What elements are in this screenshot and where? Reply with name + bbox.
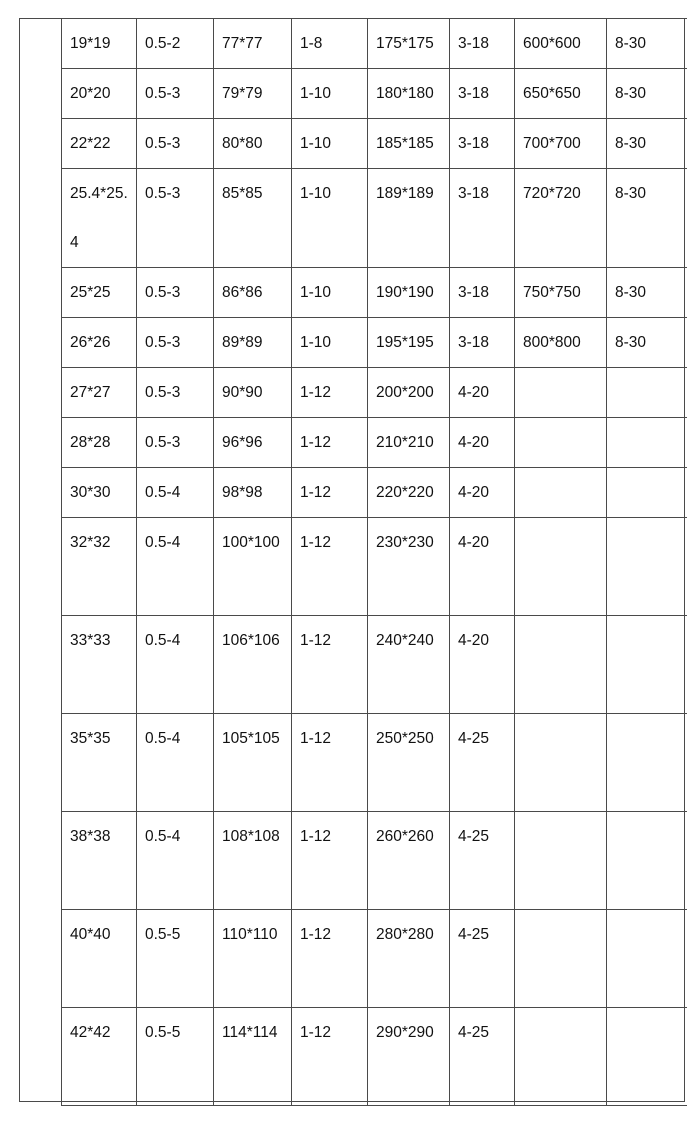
table-cell [450,714,515,812]
cell-text: 800*800 [523,334,581,351]
cell-text: 38*38 [70,828,111,845]
cell-text: 80*80 [222,135,263,152]
cell-text: 35*35 [70,730,111,747]
table-row [62,268,687,318]
table-cell [214,1008,292,1106]
table-cell [292,468,368,518]
table-cell [607,1008,687,1106]
cell-text: 4-20 [458,484,490,501]
cell-text: 175*175 [376,35,434,52]
table-cell [62,318,137,368]
cell-text: 3-18 [458,334,490,351]
table-cell [607,714,687,812]
cell-text: 8-30 [615,35,647,52]
table-cell [607,518,687,616]
cell-text: 185*185 [376,135,434,152]
cell-text: 1-8 [300,35,323,52]
table-cell [137,518,214,616]
table-cell [62,418,137,468]
table-cell [450,19,515,69]
cell-text: 0.5-3 [145,185,181,202]
table-cell [137,318,214,368]
table-cell [515,119,607,169]
blank-first-column [20,19,62,1101]
table-cell [607,812,687,910]
table-row [62,119,687,169]
cell-text: 750*750 [523,284,581,301]
cell-text: 42*42 [70,1024,111,1041]
table-cell [368,119,450,169]
table-cell [292,616,368,714]
cell-text: 1-10 [300,185,332,202]
table-row [62,468,687,518]
cell-text: 27*27 [70,384,111,401]
table-cell [137,812,214,910]
table-cell [62,169,137,268]
cell-text: 1-10 [300,284,332,301]
table-cell [368,19,450,69]
table-row [62,368,687,418]
table-cell [607,616,687,714]
cell-text: 0.5-4 [145,484,181,501]
table-cell [368,910,450,1008]
table-cell [137,119,214,169]
cell-text: 4-25 [458,1024,490,1041]
table-cell [292,19,368,69]
table-cell [515,468,607,518]
cell-text: 20*20 [70,85,111,102]
cell-text: 195*195 [376,334,434,351]
cell-text: 106*106 [222,632,280,649]
cell-text: 3-18 [458,284,490,301]
table-cell [515,714,607,812]
table-cell [292,518,368,616]
table-cell [450,812,515,910]
cell-text: 240*240 [376,632,434,649]
cell-text: 3-18 [458,85,490,102]
cell-text: 26*26 [70,334,111,351]
table-cell [450,368,515,418]
cell-text: 3-18 [458,135,490,152]
table-cell [137,169,214,268]
table-cell [214,714,292,812]
table-cell [62,1008,137,1106]
table-cell [368,714,450,812]
cell-text: 8-30 [615,135,647,152]
cell-text: 98*98 [222,484,263,501]
table-cell [137,268,214,318]
table-cell [607,368,687,418]
cell-text: 79*79 [222,85,263,102]
table-cell [137,714,214,812]
cell-text: 1-10 [300,334,332,351]
table-cell [62,714,137,812]
table-cell [450,518,515,616]
cell-text: 1-12 [300,534,332,551]
table-cell [515,418,607,468]
table-cell [292,714,368,812]
table-cell [62,119,137,169]
cell-text: 0.5-2 [145,35,181,52]
table-cell [292,1008,368,1106]
cell-text: 25.4*25.4 [70,185,128,251]
table-cell [515,19,607,69]
table-cell [292,812,368,910]
table-cell [450,468,515,518]
table-cell [368,1008,450,1106]
cell-text: 250*250 [376,730,434,747]
table-cell [515,518,607,616]
table-cell [214,812,292,910]
cell-text: 32*32 [70,534,111,551]
cell-text: 0.5-3 [145,85,181,102]
cell-text: 210*210 [376,434,434,451]
cell-text: 105*105 [222,730,280,747]
table-cell [607,19,687,69]
cell-text: 1-10 [300,135,332,152]
table-cell [214,19,292,69]
cell-text: 180*180 [376,85,434,102]
cell-text: 0.5-4 [145,632,181,649]
cell-text: 8-30 [615,85,647,102]
table-cell [450,69,515,119]
table-cell [62,368,137,418]
cell-text: 110*110 [222,926,278,943]
table-cell [62,268,137,318]
cell-text: 200*200 [376,384,434,401]
table-cell [515,268,607,318]
table-cell [214,169,292,268]
table-cell [214,69,292,119]
cell-text: 0.5-4 [145,730,181,747]
table-cell [62,812,137,910]
cell-text: 90*90 [222,384,263,401]
table-cell [62,518,137,616]
cell-text: 33*33 [70,632,111,649]
cell-text: 1-12 [300,828,332,845]
cell-text: 3-18 [458,35,490,52]
table-cell [62,468,137,518]
table-row [62,19,687,69]
table-row [62,318,687,368]
cell-text: 720*720 [523,185,581,202]
table-row [62,910,687,1008]
cell-text: 4-20 [458,534,490,551]
cell-text: 4-20 [458,632,490,649]
cell-text: 0.5-3 [145,434,181,451]
table-cell [368,368,450,418]
cell-text: 4-20 [458,384,490,401]
table-cell [214,268,292,318]
table-cell [450,169,515,268]
table-cell [137,910,214,1008]
cell-text: 1-12 [300,384,332,401]
spec-table-body [62,19,687,1106]
cell-text: 28*28 [70,434,111,451]
table-cell [515,169,607,268]
cell-text: 0.5-4 [145,534,181,551]
cell-text: 100*100 [222,534,280,551]
table-cell [368,318,450,368]
table-cell [292,318,368,368]
cell-text: 8-30 [615,334,647,351]
cell-text: 280*280 [376,926,434,943]
table-cell [137,616,214,714]
cell-text: 230*230 [376,534,434,551]
table-cell [292,268,368,318]
table-cell [450,318,515,368]
cell-text: 1-12 [300,730,332,747]
spec-table-sheet [19,18,685,1102]
cell-text: 650*650 [523,85,581,102]
cell-text: 700*700 [523,135,581,152]
table-cell [607,468,687,518]
table-row [62,616,687,714]
table-cell [607,169,687,268]
table-cell [450,418,515,468]
cell-text: 85*85 [222,185,263,202]
cell-text: 8-30 [615,284,647,301]
table-cell [368,812,450,910]
table-cell [214,119,292,169]
table-cell [62,19,137,69]
table-cell [368,268,450,318]
cell-text: 25*25 [70,284,111,301]
cell-text: 190*190 [376,284,434,301]
table-cell [607,268,687,318]
cell-text: 0.5-5 [145,926,181,943]
cell-text: 1-12 [300,434,332,451]
cell-text: 86*86 [222,284,263,301]
table-cell [450,616,515,714]
cell-text: 0.5-3 [145,284,181,301]
table-cell [214,910,292,1008]
table-cell [137,69,214,119]
table-cell [214,468,292,518]
cell-text: 189*189 [376,185,434,202]
cell-text: 1-12 [300,632,332,649]
cell-text: 1-12 [300,484,332,501]
spec-table [61,18,687,1106]
table-row [62,714,687,812]
table-cell [368,616,450,714]
cell-text: 8-30 [615,185,647,202]
table-cell [214,418,292,468]
cell-text: 4-25 [458,730,490,747]
table-cell [62,69,137,119]
cell-text: 19*19 [70,35,111,52]
cell-text: 0.5-3 [145,334,181,351]
cell-text: 3-18 [458,185,490,202]
table-cell [137,19,214,69]
table-cell [607,418,687,468]
table-cell [515,910,607,1008]
table-cell [214,616,292,714]
cell-text: 108*108 [222,828,280,845]
cell-text: 0.5-4 [145,828,181,845]
table-cell [450,268,515,318]
table-row [62,1008,687,1106]
table-cell [292,910,368,1008]
cell-text: 220*220 [376,484,434,501]
table-cell [450,119,515,169]
cell-text: 4-20 [458,434,490,451]
cell-text: 114*114 [222,1024,278,1041]
table-cell [292,418,368,468]
cell-text: 290*290 [376,1024,434,1041]
table-cell [368,169,450,268]
cell-text: 4-25 [458,926,490,943]
cell-text: 600*600 [523,35,581,52]
cell-text: 30*30 [70,484,111,501]
table-cell [607,318,687,368]
table-cell [137,468,214,518]
table-cell [214,368,292,418]
table-cell [292,169,368,268]
table-cell [292,119,368,169]
cell-text: 96*96 [222,434,263,451]
cell-text: 1-12 [300,1024,332,1041]
cell-text: 0.5-3 [145,135,181,152]
table-cell [515,616,607,714]
table-cell [62,616,137,714]
table-cell [368,518,450,616]
table-cell [515,812,607,910]
table-row [62,169,687,268]
cell-text: 4-25 [458,828,490,845]
cell-text: 0.5-5 [145,1024,181,1041]
cell-text: 40*40 [70,926,111,943]
table-cell [607,910,687,1008]
cell-text: 260*260 [376,828,434,845]
table-row [62,69,687,119]
table-cell [137,1008,214,1106]
cell-text: 1-10 [300,85,332,102]
cell-text: 89*89 [222,334,263,351]
cell-text: 77*77 [222,35,263,52]
table-cell [292,69,368,119]
cell-text: 1-12 [300,926,332,943]
table-cell [515,69,607,119]
table-cell [515,368,607,418]
table-cell [292,368,368,418]
table-cell [137,368,214,418]
table-cell [515,1008,607,1106]
table-cell [450,1008,515,1106]
table-row [62,812,687,910]
table-cell [137,418,214,468]
table-cell [62,910,137,1008]
table-cell [607,69,687,119]
table-cell [515,318,607,368]
table-cell [450,910,515,1008]
cell-text: 22*22 [70,135,111,152]
table-row [62,418,687,468]
table-cell [214,518,292,616]
cell-text: 0.5-3 [145,384,181,401]
table-cell [214,318,292,368]
table-cell [368,69,450,119]
table-row [62,518,687,616]
table-cell [368,418,450,468]
table-cell [607,119,687,169]
table-cell [368,468,450,518]
